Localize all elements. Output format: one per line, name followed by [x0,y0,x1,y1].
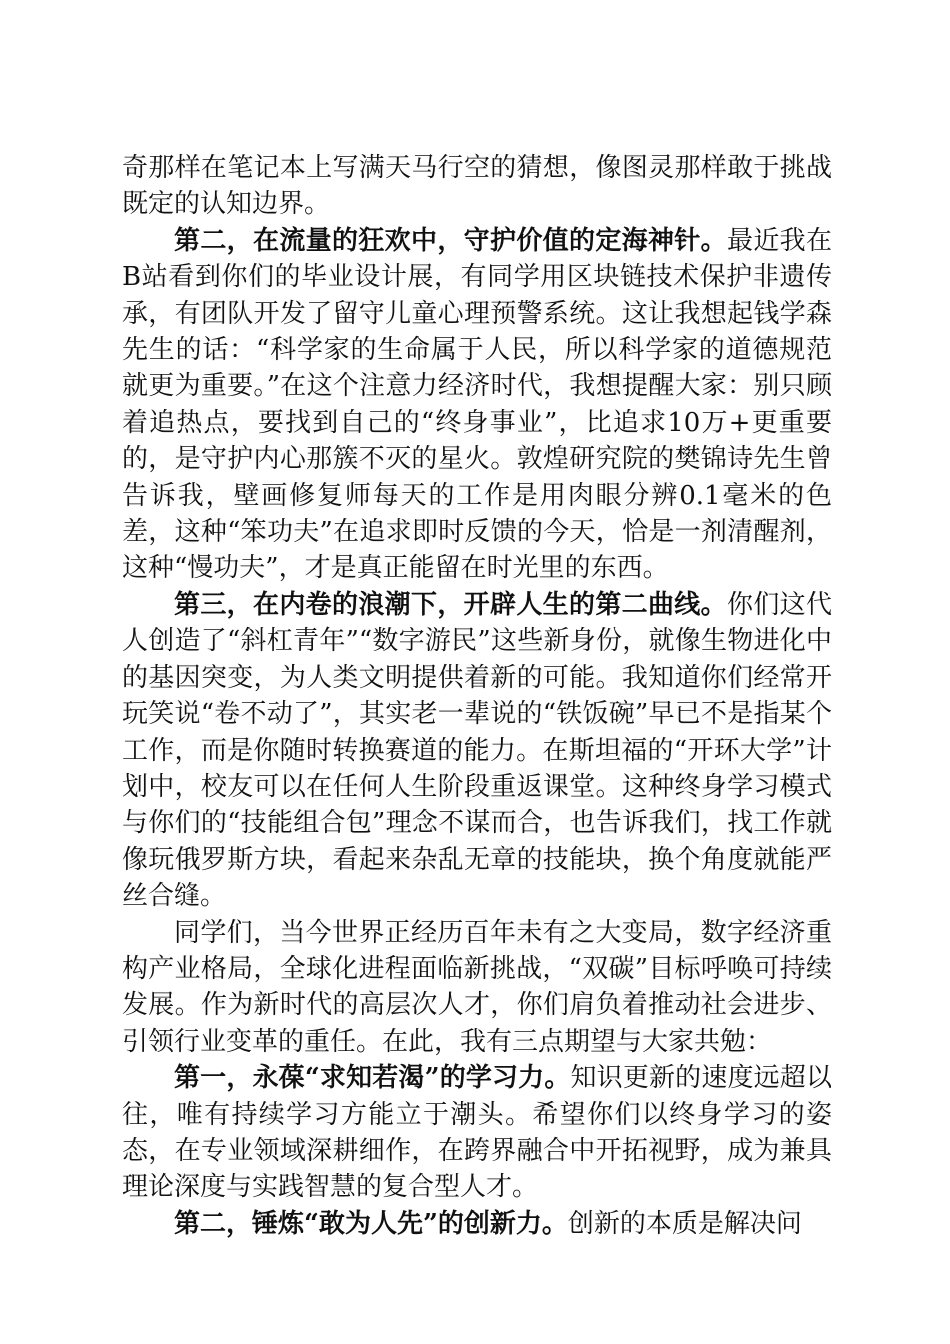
paragraph-5 [122,1060,832,1206]
paragraph-3 [122,587,832,915]
paragraph-2-body: 最近我在B站看到你们的毕业设计展，有同学用区块链技术保护非遗传承，有团队开发了留守儿童心理预警系统。这让我想起钱学森先生的话：“科学家的生命属于人民，所以科学家的道德规范就更为重要。”在这个注意力经济时代，我想提醒大家：别只顾着追热点，要找到自己的“终身事业”，比追求10万+更重要的，是守护内心那簇不灭的星火。敦煌研究院的樊锦诗先生曾告诉我，壁画修复师每天的工作是用肉眼分辨0.1毫米的色差，这种“笨功夫”在追求即时反馈的今天，恰是一剂清醒剂，这种“慢功夫”，才是真正能留在时光里的东西。 [122,225,832,584]
paragraph-5-heading: 第一，永葆“求知若渴”的学习力。 [174,1063,571,1094]
paragraph-6-heading: 第二，锤炼“敢为人先”的创新力。 [174,1208,568,1239]
paragraph-1 [122,150,832,223]
paragraph-5-body: 知识更新的速度远超以往，唯有持续学习方能立于潮头。希望你们以终身学习的姿态，在专业领域深耕细作，在跨界融合中开拓视野，成为兼具理论深度与实践智慧的复合型人才。 [122,1063,832,1203]
paragraph-1-body: 奇那样在笔记本上写满天马行空的猜想，像图灵那样敢于挑战既定的认知边界。 [122,153,832,220]
paragraph-2-heading: 第二，在流量的狂欢中，守护价值的定海神针。 [174,225,727,256]
paragraph-3-body: 你们这代人创造了“斜杠青年”“数字游民”这些新身份，就像生物进化中的基因突变，为人类文明提供着新的可能。我知道你们经常开玩笑说“卷不动了”，其实老一辈说的“铁饭碗”早已不是指某个工作，而是你随时转换赛道的能力。在斯坦福的“开环大学”计划中，校友可以在任何人生阶段重返课堂。这种终身学习模式与你们的“技能组合包”理念不谋而合，也告诉我们，找工作就像玩俄罗斯方块，看起来杂乱无章的技能块，换个角度就能严丝合缝。 [122,589,832,912]
document-body [122,150,832,1242]
paragraph-4-body: 同学们，当今世界正经历百年未有之大变局，数字经济重构产业格局，全球化进程面临新挑战，“双碳”目标呼唤可持续发展。作为新时代的高层次人才，你们肩负着推动社会进步、引领行业变革的重任。在此，我有三点期望与大家共勉： [122,917,832,1057]
paragraph-6-body: 创新的本质是解决问 [567,1208,802,1239]
paragraph-6 [122,1206,832,1242]
paragraph-2 [122,223,832,587]
paragraph-4 [122,915,832,1061]
paragraph-3-heading: 第三，在内卷的浪潮下，开辟人生的第二曲线。 [174,589,727,620]
